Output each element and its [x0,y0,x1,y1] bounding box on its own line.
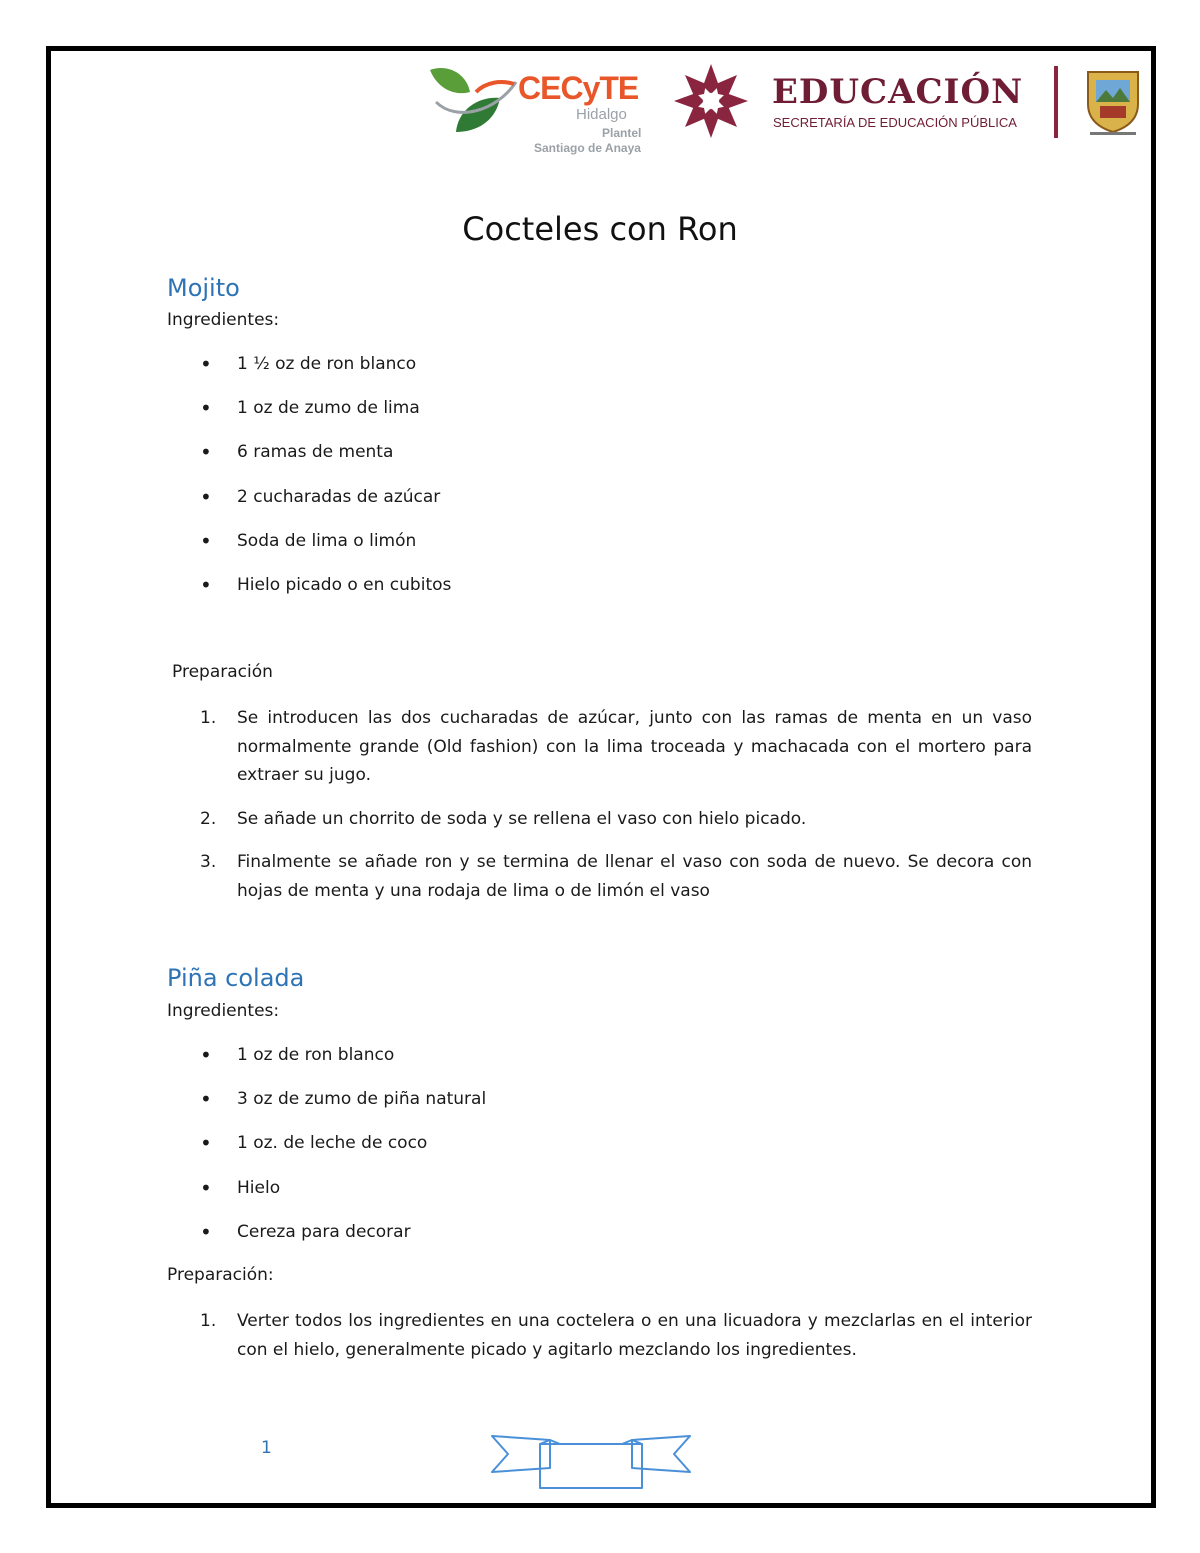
header-divider [1054,66,1058,138]
sep-star-logo-icon [674,64,748,138]
preparation-label: Preparación: [167,1265,274,1285]
section-heading-pina-colada: Piña colada [167,964,305,992]
cecyte-campus: Santiago de Anaya [534,141,641,155]
list-item: • Soda de lima o limón [200,531,451,575]
document-title: Cocteles con Ron [462,210,738,248]
list-item: • Cereza para decorar [200,1222,486,1266]
page-number: 1 [261,1438,272,1458]
step-text: Se añade un chorrito de soda y se rellena el vaso con hielo picado. [237,808,807,829]
list-item: • Hielo [200,1178,486,1222]
list-item: • 1 oz. de leche de coco [200,1133,486,1177]
list-item: • 1 ½ oz de ron blanco [200,354,451,398]
hidalgo-shield-icon [1082,66,1144,140]
cecyte-leaf-logo-icon [426,62,521,132]
list-item [200,805,1032,834]
list-item: • 6 ramas de menta [200,442,451,486]
list-item: • Hielo picado o en cubitos [200,575,451,619]
header-logos [426,58,1146,158]
list-item [200,848,1032,905]
section-heading-mojito: Mojito [167,274,240,302]
steps-list-pina-colada [200,1307,1032,1379]
step-text: Verter todos los ingredientes en una coctelera o en una licuadora y mezclarlas en el interior con el hielo, generalmente picado y agitarlo mezclando los ingredientes. [237,1311,1032,1360]
cecyte-state: Hidalgo [576,106,627,123]
sep-subtitle: SECRETARÍA DE EDUCACIÓN PÚBLICA [773,115,1017,130]
ingredients-list-mojito [200,354,451,619]
step-number: 3. [200,852,217,873]
step-number: 2. [200,808,217,829]
ingredients-label: Ingredientes: [167,310,280,330]
ingredients-list-pina-colada [200,1045,486,1266]
preparation-label: Preparación [172,662,273,682]
step-number: 1. [200,1311,217,1331]
list-item: • 3 oz de zumo de piña natural [200,1089,486,1133]
list-item [200,1307,1032,1364]
steps-list-mojito [200,704,1032,921]
educacion-title: EDUCACIÓN [772,72,1024,112]
list-item: • 1 oz de ron blanco [200,1045,486,1089]
ribbon-banner-icon [488,1432,694,1492]
list-item: • 2 cucharadas de azúcar [200,487,451,531]
list-item [200,704,1032,790]
list-item: • 1 oz de zumo de lima [200,398,451,442]
cecyte-plantel: Plantel [602,126,642,140]
ingredients-label: Ingredientes: [167,1001,280,1021]
step-number: 1. [200,708,217,728]
cecyte-name: CECyTE [518,70,639,106]
step-text: Se introducen las dos cucharadas de azúcar, junto con las ramas de menta en un vaso normalmente grande (Old fashion) con la lima troceada y machacada con el mortero para extraer su jugo. [237,708,1032,786]
step-text: Finalmente se añade ron y se termina de llenar el vaso con soda de nuevo. Se decora con hojas de menta y una rodaja de lima o de limón el vaso [237,852,1032,901]
